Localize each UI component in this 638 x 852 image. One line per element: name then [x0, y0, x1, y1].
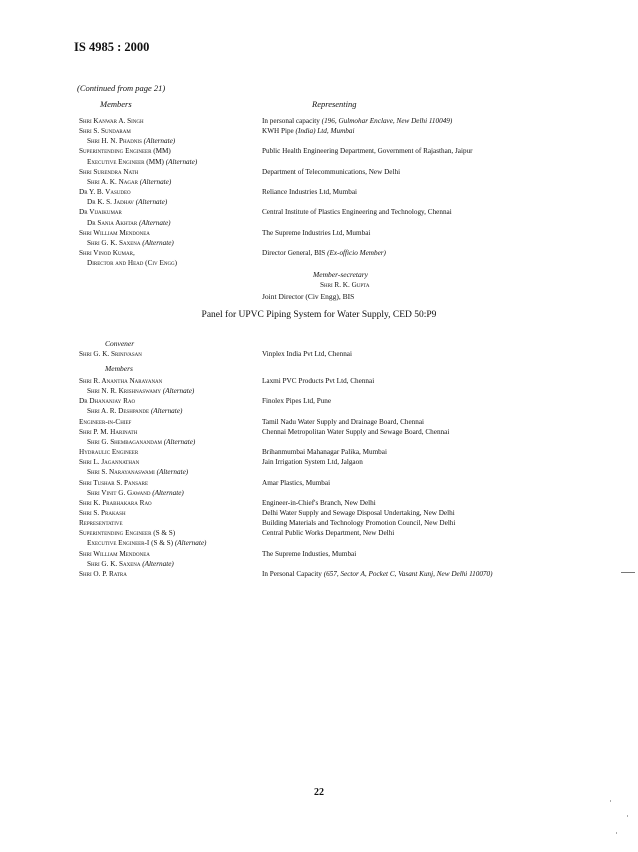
- member-representing: The Supreme Industies, Mumbai: [262, 549, 357, 558]
- margin-mark: [621, 572, 635, 573]
- member-name: Dr Dhananjay Rao: [79, 397, 136, 406]
- member-name: Shri K. Prabhakara Rao: [79, 498, 152, 507]
- member-representing: Chennai Metropolitan Water Supply and Sewage Board, Chennai: [262, 427, 450, 436]
- member-name: Dr Vijaikumar: [79, 208, 122, 217]
- member-name: Shri A. K. Nagar (Alternate): [87, 177, 172, 186]
- member-name: Shri Vinit G. Gawand (Alternate): [87, 488, 184, 497]
- member-name: Shri S. Prakash: [79, 508, 126, 517]
- member-representing: Engineer-in-Chief's Branch, New Delhi: [262, 498, 376, 507]
- scan-speck: [627, 815, 628, 817]
- member-name: Shri Tushar S. Pansare: [79, 478, 149, 487]
- member-representing: Building Materials and Technology Promotion Council, New Delhi: [262, 519, 456, 528]
- member-representing: Director General, BIS (Ex-officio Member): [262, 248, 386, 257]
- member-representing: Reliance Industries Ltd, Mumbai: [262, 188, 358, 197]
- convener-name: Shri G. K. Srinivasan: [79, 350, 142, 358]
- member-name: Director and Head (Civ Engg): [87, 259, 178, 268]
- member-name: Engineer-in-Chief: [79, 417, 132, 426]
- member-name: Executive Engineer (MM) (Alternate): [87, 157, 198, 166]
- member-representing: Department of Telecommunications, New Delhi: [262, 167, 401, 176]
- convener-representing: Vinplex India Pvt Ltd, Chennai: [262, 350, 352, 358]
- member-name: Shri L. Jagannathan: [79, 458, 140, 467]
- member-name: Shri A. R. Deshpande (Alternate): [87, 407, 183, 416]
- scan-speck: [616, 832, 617, 834]
- panel-members-heading: Members: [105, 364, 133, 373]
- member-name: Shri William Mendonea: [79, 549, 150, 558]
- member-representing: Public Health Engineering Department, Government of Rajasthan, Jaipur: [262, 147, 473, 156]
- member-name: Superintending Engineer (S & S): [79, 529, 176, 538]
- member-name: Shri Kanwar A. Singh: [79, 117, 144, 125]
- member-name: Dr Y. B. Vasudeo: [79, 188, 131, 197]
- member-name: Representative: [79, 519, 123, 528]
- member-name: Shri S. Narayanaswami (Alternate): [87, 468, 189, 477]
- member-name: Executive Engineer-I (S & S) (Alternate): [87, 539, 207, 548]
- member-name: Superintending Engineer (MM): [79, 147, 171, 156]
- member-representing: The Supreme Industries Ltd, Mumbai: [262, 228, 371, 237]
- member-name: Shri G. Shembaganandam (Alternate): [87, 437, 196, 446]
- member-representing: In Personal Capacity (657, Sector A, Pocket C, Vasant Kunj, New Delhi 110070): [262, 569, 493, 578]
- member-name: Shri Surendra Nath: [79, 167, 139, 176]
- representing-heading: Representing: [312, 99, 357, 109]
- member-representing: Delhi Water Supply and Sewage Disposal Undertaking, New Delhi: [262, 508, 455, 517]
- member-representing: Finolex Pipes Ltd, Pune: [262, 397, 332, 406]
- member-secretary-designation: Joint Director (Civ Engg), BIS: [262, 292, 355, 301]
- scan-speck: [610, 800, 611, 802]
- member-representing: KWH Pipe (India) Ltd, Mumbai: [262, 127, 355, 136]
- member-representing: Tamil Nadu Water Supply and Drainage Board, Chennai: [262, 417, 425, 426]
- member-representing: Central Public Works Department, New Delhi: [262, 529, 395, 538]
- page-number: 22: [314, 787, 324, 798]
- convener-heading: Convener: [105, 339, 135, 348]
- member-name: Shri William Mendonea: [79, 228, 150, 237]
- member-representing: Jain Irrigation System Ltd, Jalgaon: [262, 458, 363, 467]
- member-name: Hydraulic Engineer: [79, 448, 139, 457]
- member-name: Shri G. K. Saxena (Alternate): [87, 238, 174, 247]
- member-secretary-label: Member-secretary: [313, 270, 368, 279]
- member-name: Shri Vinod Kumar,: [79, 248, 135, 257]
- member-name: Shri R. Anantha Narayanan: [79, 377, 163, 385]
- members-heading: Members: [100, 99, 132, 109]
- member-representing: Laxmi PVC Products Pvt Ltd, Chennai: [262, 377, 375, 385]
- standard-number: IS 4985 : 2000: [74, 40, 150, 54]
- member-name: Dr Sania Akhtar (Alternate): [87, 218, 171, 227]
- continued-note: (Continued from page 21): [77, 83, 166, 93]
- member-name: Shri G. K. Saxena (Alternate): [87, 559, 174, 568]
- member-representing: Brihanmumbai Mahanagar Palika, Mumbai: [262, 448, 387, 457]
- panel-title: Panel for UPVC Piping System for Water Supply, CED 50:P9: [201, 310, 437, 320]
- member-name: Shri H. N. Phadnis (Alternate): [87, 137, 176, 146]
- member-secretary-name: Shri R. K. Gupta: [320, 281, 370, 289]
- member-name: Shri O. P. Ratra: [79, 569, 127, 578]
- member-representing: Amar Plastics, Mumbai: [262, 478, 331, 487]
- member-representing: In personal capacity (196, Gulmohar Enclave, New Delhi 110049): [262, 117, 453, 125]
- member-name: Shri S. Sundaram: [79, 127, 131, 136]
- member-name: Dr K. S. Jadhav (Alternate): [87, 198, 168, 207]
- member-name: Shri N. R. Krishnaswamy (Alternate): [87, 387, 195, 396]
- member-representing: Central Institute of Plastics Engineering and Technology, Chennai: [262, 208, 452, 217]
- member-name: Shri P. M. Harinath: [79, 427, 138, 436]
